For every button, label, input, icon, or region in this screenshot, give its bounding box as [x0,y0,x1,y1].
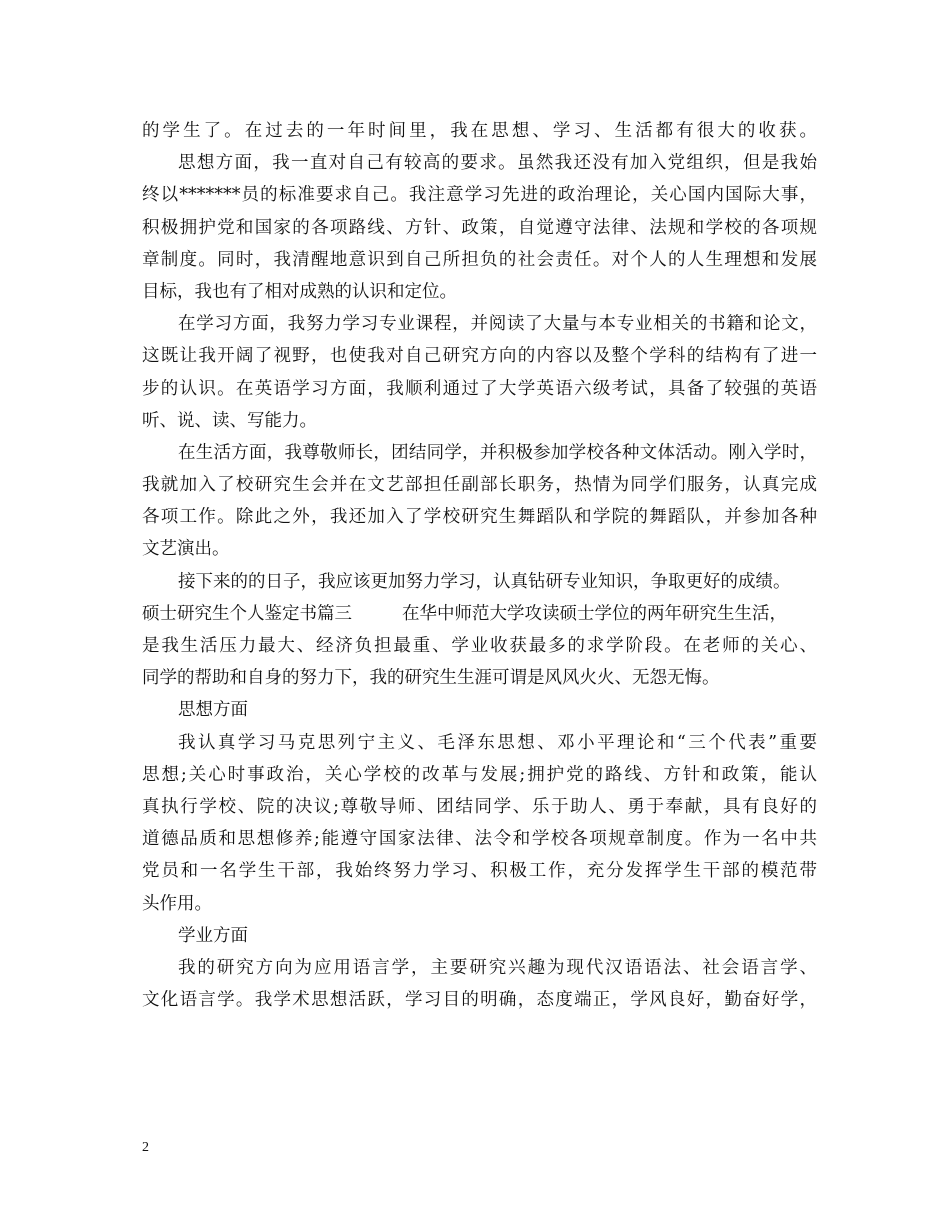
section-heading: 思想方面 [178,700,248,721]
text-line: 目标，我也有了相对成熟的认识和定位。 [142,281,457,302]
text-line: 终以*******员的标准要求自己。我注意学习先进的政治理论，关心国内国际大事， [142,185,817,206]
text-line: 文艺演出。 [142,539,230,560]
page-number: 2 [142,1140,149,1155]
text-line: 在生活方面，我尊敬师长，团结同学，并积极参加学校各种文体活动。刚入学时， [178,442,817,463]
text-line: 思想;关心时事政治，关心学校的改革与发展;拥护党的路线、方针和政策，能认 [142,764,817,785]
text-line: 头作用。 [142,893,212,914]
text-line: 真执行学校、院的决议;尊敬导师、团结同学、乐于助人、勇于奉献，具有良好的 [142,796,817,817]
text-line: 章制度。同时，我清醒地意识到自己所担负的社会责任。对个人的人生理想和发展 [142,249,817,270]
text-line: 积极拥护党和国家的各项路线、方针、政策，自觉遵守法律、法规和学校的各项规 [142,217,817,238]
text-line: 在学习方面，我努力学习专业课程，并阅读了大量与本专业相关的书籍和论文， [178,314,817,335]
text-line: 我就加入了校研究生会并在文艺部担任副部长职务，热情为同学们服务，认真完成 [142,475,817,496]
text-line: 我的研究方向为应用语言学，主要研究兴趣为现代汉语语法、社会语言学、 [178,957,817,978]
text-line: 接下来的的日子，我应该更加努力学习，认真钻研专业知识，争取更好的成绩。 [178,571,791,592]
text-line: 听、说、读、写能力。 [142,410,317,431]
section-heading: 学业方面 [178,925,248,946]
text-line: 思想方面，我一直对自己有较高的要求。虽然我还没有加入党组织，但是我始 [178,153,817,174]
text-line: 这既让我开阔了视野，也使我对自己研究方向的内容以及整个学科的结构有了进一 [142,346,817,367]
text-line: 我认真学习马克思列宁主义、毛泽东思想、邓小平理论和“三个代表”重要 [178,732,817,753]
text-line: 各项工作。除此之外，我还加入了学校研究生舞蹈队和学院的舞蹈队，并参加各种 [142,507,817,528]
article-title: 硕士研究生个人鉴定书篇三 [142,603,352,624]
text-line: 同学的帮助和自身的努力下，我的研究生生涯可谓是风风火火、无怨无悔。 [142,668,720,689]
body-text [142,115,817,1016]
text-line: 在华中师范大学攻读硕士学位的两年研究生生活， [402,603,787,624]
text-line: 道德品质和思想修养;能遵守国家法律、法令和学校各项规章制度。作为一名中共 [142,829,817,850]
text-line: 步的认识。在英语学习方面，我顺利通过了大学英语六级考试，具备了较强的英语 [142,378,817,399]
text-line: 的学生了。在过去的一年时间里，我在思想、学习、生活都有很大的收获。 [142,121,817,141]
text-line: 文化语言学。我学术思想活跃，学习目的明确，态度端正，学风良好，勤奋好学， [142,990,817,1011]
text-line: 党员和一名学生干部，我始终努力学习、积极工作，充分发挥学生干部的模范带 [142,861,817,882]
text-line: 是我生活压力最大、经济负担最重、学业收获最多的求学阶段。在老师的关心、 [142,636,817,656]
section-heading-line [142,598,817,630]
